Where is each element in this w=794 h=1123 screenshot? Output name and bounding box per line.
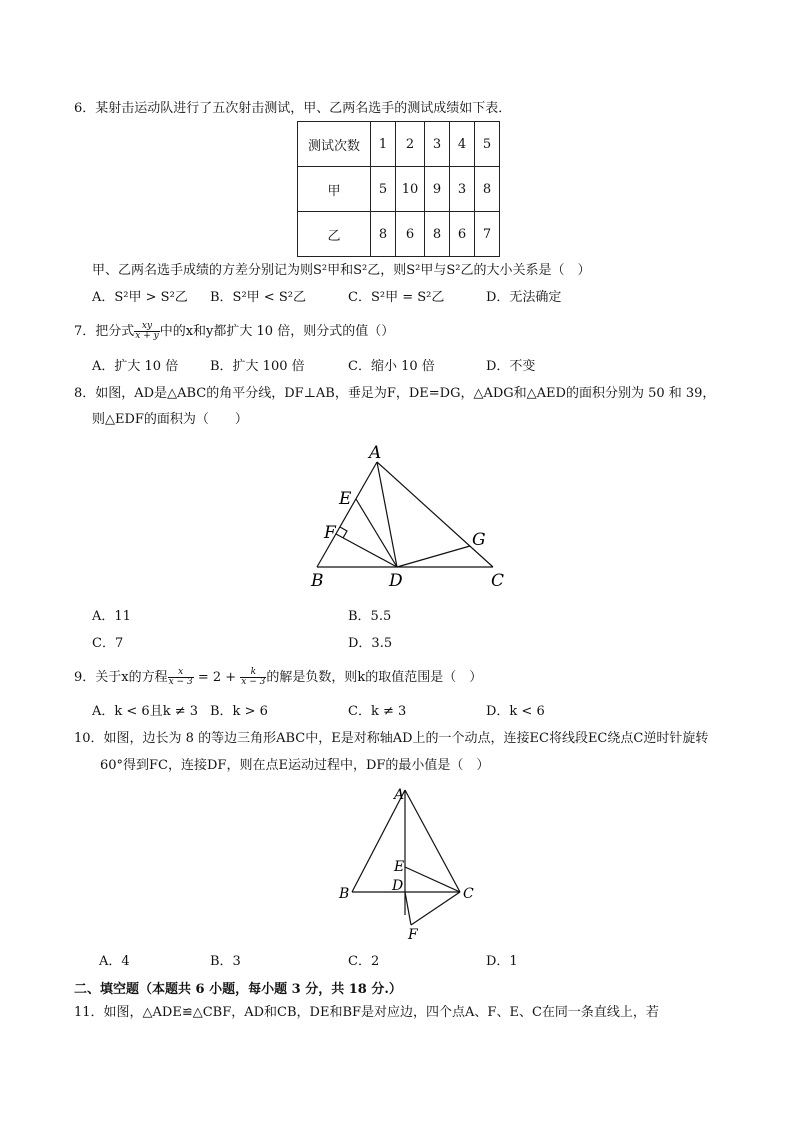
table-cell: 9	[425, 167, 450, 212]
q7-fraction	[134, 322, 159, 341]
table-cell: 10	[396, 167, 425, 212]
label-g: G	[472, 530, 486, 550]
q8-option-a: A．11	[92, 609, 131, 624]
table-cell: 4	[450, 122, 475, 167]
q9-option-d: D．k < 6	[486, 704, 545, 719]
q10-triangle-figure	[332, 780, 482, 945]
table-cell: 8	[371, 212, 396, 257]
q8-stem-line1: 8．如图，AD是△ABC的角平分线，DF⊥AB，垂足为F，DE=DG，△ADG和△AED的面积分别为 50 和 39，	[74, 386, 716, 401]
q8-option-c: C．7	[92, 636, 124, 651]
table-cell: 1	[371, 122, 396, 167]
table-cell: 5	[475, 122, 500, 167]
q7-stem-post: 中的x和y都扩大 10 倍，则分式的值（）	[159, 324, 395, 339]
q10-stem-line2: 60°得到FC，连接DF，则在点E运动过程中，DF的最小值是（ ）	[100, 758, 490, 773]
q9-option-c: C．k ≠ 3	[348, 704, 407, 719]
segment-df	[405, 892, 411, 925]
label-a: A	[394, 787, 405, 803]
q7-stem-pre: 7．把分式	[74, 324, 135, 339]
q8-option-d: D．3.5	[348, 636, 393, 651]
q7-option-d: D．不变	[486, 359, 536, 374]
segment-ec	[405, 867, 460, 892]
table-cell: 6	[396, 212, 425, 257]
label-d: D	[392, 878, 404, 894]
table-cell: 7	[475, 212, 500, 257]
q10-option-c: C．2	[348, 954, 380, 969]
label-f: F	[324, 523, 336, 543]
table-row	[298, 122, 500, 167]
q7-option-c: C．缩小 10 倍	[348, 359, 435, 374]
q9-f2-num: k	[240, 668, 266, 678]
q6-option-b: B．S²甲 < S²乙	[210, 290, 306, 305]
label-c: C	[491, 571, 505, 591]
table-cell: 甲	[298, 167, 371, 212]
q6-option-a: A．S²甲 > S²乙	[92, 290, 188, 305]
table-cell: 8	[475, 167, 500, 212]
q6-option-c: C．S²甲 = S²乙	[348, 290, 445, 305]
segment-df	[336, 534, 397, 567]
table-cell: 8	[425, 212, 450, 257]
q9-option-b: B．k > 6	[210, 704, 268, 719]
section-title-fill-in: 二、填空题（本题共 6 小题，每小题 3 分，共 18 分.）	[74, 982, 402, 997]
q9-mid: = 2 +	[193, 670, 241, 685]
q7-frac-den: x + y	[135, 331, 159, 341]
q9-f1-num: x	[168, 668, 194, 678]
table-cell: 2	[396, 122, 425, 167]
label-f: F	[408, 927, 418, 943]
table-cell: 6	[450, 212, 475, 257]
segment-fc	[411, 892, 460, 925]
q9-stem	[74, 668, 482, 687]
q9-stem-pre: 9．关于x的方程	[74, 670, 168, 685]
score-table	[297, 121, 500, 257]
q6-stem: 6．某射击运动队进行了五次射击测试，甲、乙两名选手的测试成绩如下表．	[74, 101, 512, 116]
label-c: C	[463, 886, 474, 902]
q10-stem-line1: 10．如图，边长为 8 的等边三角形ABC中，E是对称轴AD上的一个动点，连接EC将线段EC绕点C逆时针旋转	[74, 731, 709, 746]
q6-follow-text: 甲、乙两名选手成绩的方差分别记为则S²甲和S²乙，则S²甲与S²乙的大小关系是（ ）	[92, 263, 591, 278]
label-a: A	[369, 443, 382, 463]
q9-f1-den: x − 3	[168, 677, 193, 687]
side-ac	[405, 790, 460, 892]
q9-fraction-left	[168, 668, 194, 687]
q8-option-b: B．5.5	[348, 609, 392, 624]
q10-option-a: A．4	[99, 954, 130, 969]
label-e: E	[394, 859, 405, 875]
label-b: B	[311, 571, 324, 591]
table-cell: 3	[425, 122, 450, 167]
q7-frac-num: xy	[134, 322, 159, 332]
q10-option-d: D．1	[486, 954, 518, 969]
table-cell: 乙	[298, 212, 371, 257]
table-cell: 5	[371, 167, 396, 212]
table-cell: 测试次数	[298, 122, 371, 167]
q9-stem-post: 的解是负数，则k的取值范围是（ ）	[266, 670, 483, 685]
q8-stem-line2: 则△EDF的面积为（ ）	[92, 412, 248, 427]
q7-option-b: B．扩大 100 倍	[210, 359, 305, 374]
label-d: D	[389, 571, 403, 591]
q7-stem	[74, 322, 394, 341]
q9-fraction-right	[240, 668, 266, 687]
segment-dg	[397, 546, 470, 567]
label-e: E	[339, 489, 352, 509]
label-b: B	[339, 886, 350, 902]
q9-f2-den: x − 3	[241, 677, 266, 687]
q6-option-d: D．无法确定	[486, 290, 562, 305]
table-row	[298, 167, 500, 212]
q10-option-b: B．3	[210, 954, 241, 969]
q8-triangle-figure	[305, 438, 525, 593]
table-cell: 3	[450, 167, 475, 212]
side-ab	[352, 790, 405, 892]
q7-option-a: A．扩大 10 倍	[92, 359, 179, 374]
table-row	[298, 212, 500, 257]
q11-stem: 11．如图，△ADE≌△CBF，AD和CB，DE和BF是对应边，四个点A、F、E、C在同一条直线上，若	[74, 1005, 659, 1020]
q9-option-a: A．k < 6且k ≠ 3	[92, 704, 198, 719]
